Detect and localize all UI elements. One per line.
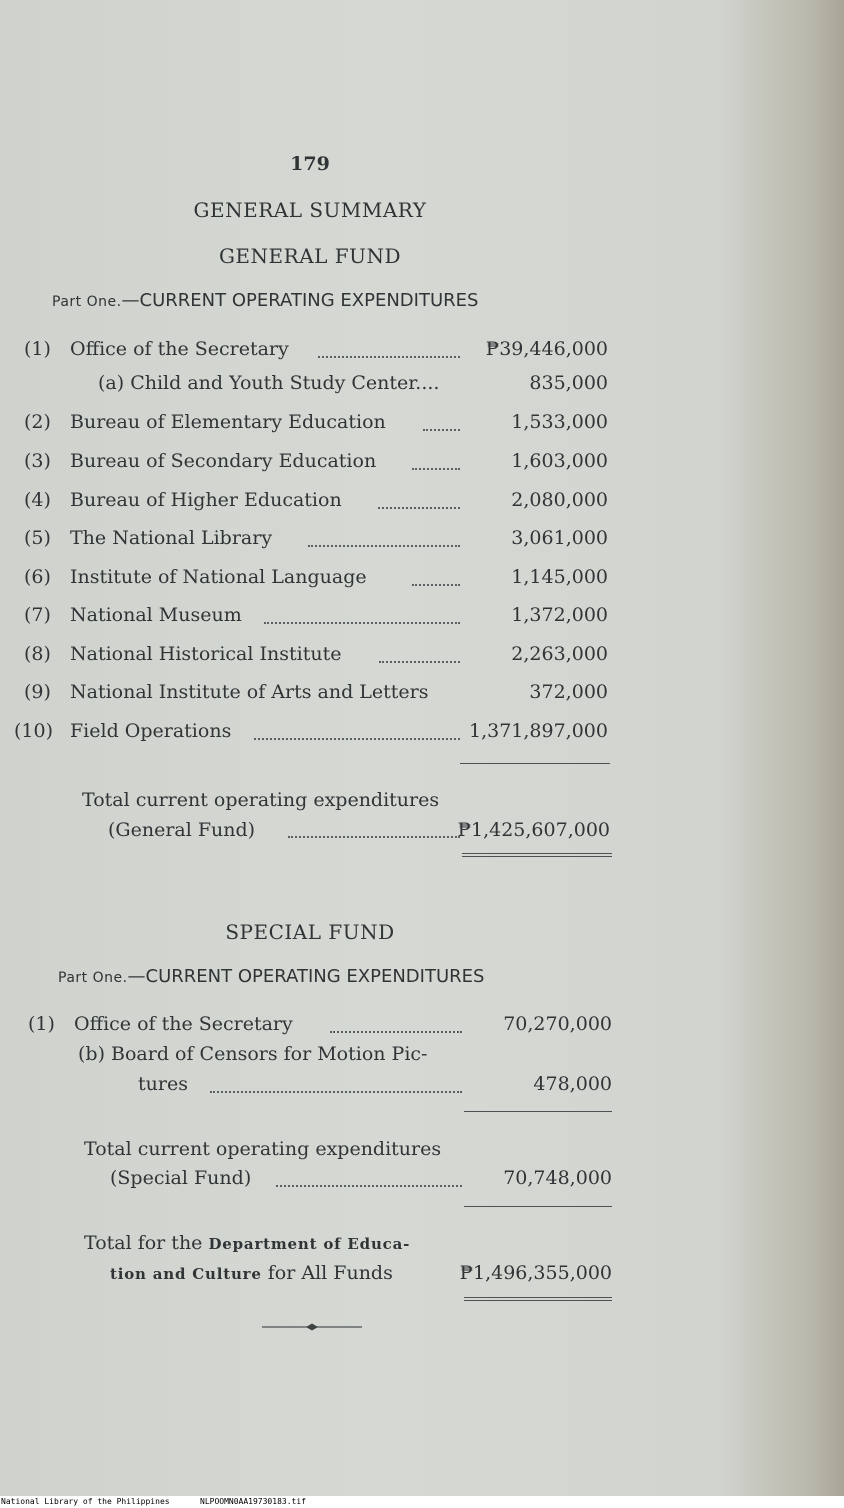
general-item-amount: 1,372,000 (511, 604, 608, 626)
part-title: —CURRENT OPERATING EXPENDITURES (127, 966, 485, 987)
general-item-amount: 1,145,000 (511, 566, 608, 588)
footer-file-name: NLPOOMN0AA19730183.tif (200, 1497, 306, 1506)
leader-dots (288, 836, 460, 838)
leader-dots (264, 622, 460, 624)
special-item-1-label: Office of the Secretary (74, 1013, 293, 1035)
special-fund-total-label-1: Total current operating expenditures (84, 1138, 442, 1160)
general-fund-part-heading (52, 290, 478, 311)
general-item-label: Bureau of Higher Education (70, 489, 342, 511)
leader-dots (308, 545, 460, 547)
general-item-number: (5) (24, 527, 51, 549)
leader-dots (210, 1091, 462, 1093)
leader-dots (412, 584, 460, 586)
part-prefix: Part One. (52, 294, 122, 310)
general-item-number: (6) (24, 566, 51, 588)
page-number: 179 (290, 153, 330, 175)
department-name-part-2: tion and Culture (110, 1265, 262, 1283)
scan-footer (0, 1496, 844, 1508)
footer-library-name: National Library of the Philippines (1, 1497, 170, 1506)
ornament-divider-icon (262, 1322, 362, 1332)
special-item-1-amount: 70,270,000 (503, 1013, 612, 1035)
grand-total-double-rule (464, 1297, 612, 1301)
general-item-number: (7) (24, 604, 51, 626)
general-item-label: National Historical Institute (70, 643, 342, 665)
grand-total-prefix: Total for the (84, 1232, 203, 1254)
grand-total-label-1 (84, 1232, 410, 1254)
general-fund-total-label-1: Total current operating expenditures (82, 789, 440, 811)
general-item-number: (3) (24, 450, 51, 472)
general-item-amount: 1,371,897,000 (468, 720, 608, 742)
general-item-number: (9) (24, 681, 51, 703)
grand-total-suffix: for All Funds (267, 1262, 393, 1284)
general-item-number: (4) (24, 489, 51, 511)
general-item-amount: ₱39,446,000 (485, 338, 608, 360)
grand-total-label-2 (110, 1262, 393, 1284)
general-item-label: Bureau of Elementary Education (70, 411, 386, 433)
special-fund-heading: SPECIAL FUND (225, 920, 395, 944)
part-title: —CURRENT OPERATING EXPENDITURES (121, 290, 479, 311)
total-double-rule (462, 853, 612, 857)
leader-dots (254, 738, 460, 740)
special-fund-total-label-2: (Special Fund) (110, 1167, 252, 1189)
general-item-label: Office of the Secretary (70, 338, 289, 360)
general-fund-heading: GENERAL FUND (218, 244, 402, 268)
subtotal-rule (464, 1206, 612, 1207)
general-item-number: (1) (24, 338, 51, 360)
special-item-2-label-1: (b) Board of Censors for Motion Pic- (78, 1043, 428, 1065)
general-item-number: (10) (14, 720, 54, 742)
general-item-number: (8) (24, 643, 51, 665)
general-item-label: Field Operations (70, 720, 232, 742)
general-item-label: The National Library (70, 527, 273, 549)
general-item-number: (2) (24, 411, 51, 433)
leader-dots (330, 1031, 462, 1033)
leader-dots (276, 1185, 462, 1187)
general-item-label: National Institute of Arts and Letters (70, 681, 429, 703)
leader-dots (412, 468, 460, 470)
leader-dots (378, 507, 460, 509)
general-item-label: (a) Child and Youth Study Center.... (98, 372, 440, 394)
general-item-label: Institute of National Language (70, 566, 367, 588)
subtotal-rule (464, 1111, 612, 1112)
grand-total-amount: ₱1,496,355,000 (459, 1262, 612, 1284)
document-title: GENERAL SUMMARY (193, 198, 427, 222)
leader-dots (318, 356, 460, 358)
department-name-part-1: Department of Educa- (208, 1235, 411, 1253)
special-item-2-amount: 478,000 (533, 1073, 612, 1095)
special-item-2-label-2: tures (138, 1073, 188, 1095)
general-item-amount: 2,263,000 (511, 643, 608, 665)
general-item-amount: 1,603,000 (511, 450, 608, 472)
general-item-amount: 2,080,000 (511, 489, 608, 511)
special-fund-total-amount: 70,748,000 (503, 1167, 612, 1189)
general-fund-total-label-2: (General Fund) (108, 819, 256, 841)
general-item-label: Bureau of Secondary Education (70, 450, 377, 472)
general-item-amount: 3,061,000 (511, 527, 608, 549)
special-fund-part-heading (58, 966, 484, 987)
part-prefix: Part One. (58, 970, 128, 986)
leader-dots (423, 429, 460, 431)
subtotal-rule (460, 763, 610, 764)
leader-dots (379, 661, 460, 663)
general-fund-total-amount: ₱1,425,607,000 (457, 819, 610, 841)
general-item-amount: 372,000 (529, 681, 608, 703)
general-item-amount: 835,000 (529, 372, 608, 394)
general-item-amount: 1,533,000 (511, 411, 608, 433)
general-item-label: National Museum (70, 604, 242, 626)
special-item-1-number: (1) (28, 1013, 55, 1035)
